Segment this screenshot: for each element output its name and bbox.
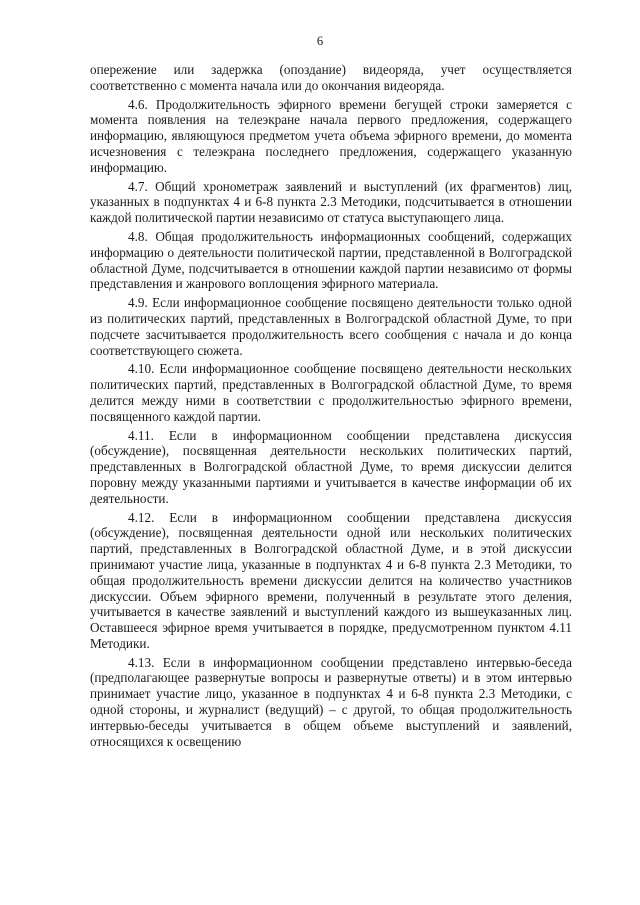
- document-body: [90, 62, 572, 752]
- paragraph-4-11: 4.11. Если в информационном сообщении представлена дискуссия (обсуждение), посвященная деятельности нескольких политических партий, представленных в Волгоградской областной Думе, то время дискуссии делится поровну между указанными партиями и учитывается в качестве информации об их деятельности.: [90, 427, 572, 506]
- paragraph-4-9: 4.9. Если информационное сообщение посвящено деятельности только одной из политических партий, представленных в Волгоградской областной Думе, то при подсчете засчитывается продолжительность всего сообщения с начала и до конца соответствующего сюжета.: [90, 295, 572, 358]
- paragraph-4-8: 4.8. Общая продолжительность информационных сообщений, содержащих информацию о деятельности политической партии, представленной в Волгоградской областной Думе, подсчитывается в отношении каждой партии независимо от формы представления и жанрового воплощения эфирного материала.: [90, 228, 572, 292]
- paragraph-4-10: 4.10. Если информационное сообщение посвящено деятельности нескольких политических партий, представленных в Волгоградской областной Думе, то время делится между ними в соответствии с продолжительностью эфирного времени, посвященного каждой партии.: [90, 361, 572, 424]
- paragraph-4-12: 4.12. Если в информационном сообщении представлена дискуссия (обсуждение), посвященная деятельности одной или нескольких политических партий, представленных в Волгоградской областной Думе, и в этой дискуссии принимают участие лица, указанные в подпунктах 4 и 6-8 пункта 2.3 Методики, то общая продолжительность времени дискуссии делится на количество участников дискуссии. Объем эфирного времени, полученный в результате этого деления, учитывается в качестве заявлений и выступлений каждого из вышеуказанных лиц. Оставшееся эфирное время учитывается в порядке, предусмотренном пунктом 4.11 Методики.: [90, 509, 572, 651]
- paragraph-4-13: 4.13. Если в информационном сообщении представлено интервью-беседа (предполагающее развернутые вопросы и развернутые ответы) и в этом интервью принимает участие лицо, указанное в подпунктах 4 и 6-8 пункта 2.3 Методики, с одной стороны, и журналист (ведущий) – с другой, то общая продолжительность интервью-беседы учитывается в общем объеме выступлений и заявлений, относящихся к освещению: [90, 654, 572, 749]
- paragraph-4-6: 4.6. Продолжительность эфирного времени бегущей строки замеряется с момента появления на телеэкране начала первого предложения, содержащего информацию, являющуюся предметом учета объема эфирного времени, до момента исчезновения с телеэкрана последнего предложения, содержащего указанную информацию.: [90, 96, 572, 175]
- paragraph-4-7: 4.7. Общий хронометраж заявлений и выступлений (их фрагментов) лиц, указанных в подпунктах 4 и 6-8 пункта 2.3 Методики, подсчитывается в отношении каждой политической партии независимо от статуса выступающего лица.: [90, 178, 572, 226]
- page-number: 6: [316, 34, 324, 48]
- paragraph-continuation: опережение или задержка (опоздание) видеоряда, учет осуществляется соответственно с момента начала или до окончания видеоряда.: [90, 62, 572, 93]
